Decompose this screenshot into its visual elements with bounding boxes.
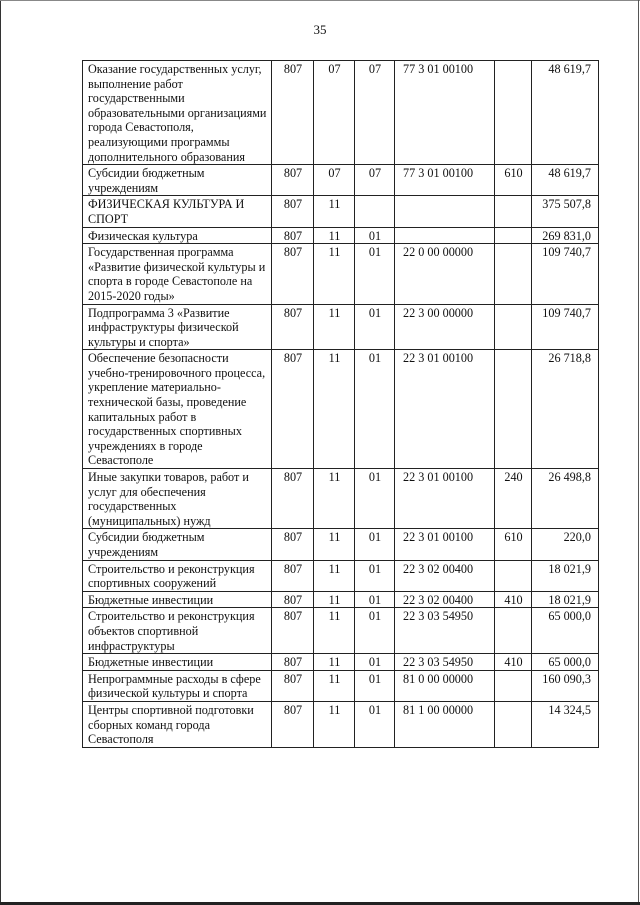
table-row: [83, 654, 599, 671]
target-article-cell: [395, 227, 495, 244]
page-edge-top: [0, 0, 640, 1]
ministry-code-cell: 807: [272, 61, 314, 165]
table-row: [83, 608, 599, 654]
subsection-code-cell: 07: [355, 165, 395, 196]
row-name-cell: Оказание государственных услуг, выполнение работ государственными образовательными организациями города Севастополя, реализующими программы дополнительного образования: [83, 61, 272, 165]
target-article-cell: 22 3 01 00100: [395, 350, 495, 469]
row-name-cell: Бюджетные инвестиции: [83, 591, 272, 608]
ministry-code-cell: 807: [272, 654, 314, 671]
table-row: [83, 591, 599, 608]
row-name-cell: Центры спортивной подготовки сборных команд города Севастополя: [83, 701, 272, 747]
table-row: [83, 350, 599, 469]
target-article-cell: 22 3 02 00400: [395, 591, 495, 608]
section-code-cell: 11: [314, 196, 355, 227]
amount-cell: 65 000,0: [532, 654, 599, 671]
table-row: [83, 244, 599, 304]
expense-type-cell: [495, 61, 532, 165]
ministry-code-cell: 807: [272, 591, 314, 608]
amount-cell: 48 619,7: [532, 165, 599, 196]
section-code-cell: 11: [314, 654, 355, 671]
target-article-cell: 81 1 00 00000: [395, 701, 495, 747]
ministry-code-cell: 807: [272, 227, 314, 244]
amount-cell: 18 021,9: [532, 560, 599, 591]
ministry-code-cell: 807: [272, 196, 314, 227]
page-number: 35: [313, 22, 327, 37]
row-name-cell: Государственная программа «Развитие физической культуры и спорта в городе Севастополе на 2015-2020 годы»: [83, 244, 272, 304]
target-article-cell: 22 0 00 00000: [395, 244, 495, 304]
table-row: [83, 560, 599, 591]
table-row: [83, 670, 599, 701]
table-row: [83, 304, 599, 350]
section-code-cell: 07: [314, 165, 355, 196]
target-article-cell: 81 0 00 00000: [395, 670, 495, 701]
subsection-code-cell: 01: [355, 227, 395, 244]
expense-type-cell: 410: [495, 591, 532, 608]
section-code-cell: 11: [314, 350, 355, 469]
ministry-code-cell: 807: [272, 304, 314, 350]
row-name-cell: Физическая культура: [83, 227, 272, 244]
subsection-code-cell: 01: [355, 529, 395, 560]
ministry-code-cell: 807: [272, 701, 314, 747]
row-name-cell: Субсидии бюджетным учреждениям: [83, 165, 272, 196]
ministry-code-cell: 807: [272, 469, 314, 529]
row-name-cell: Подпрограмма 3 «Развитие инфраструктуры физической культуры и спорта»: [83, 304, 272, 350]
table-row: [83, 529, 599, 560]
subsection-code-cell: 07: [355, 61, 395, 165]
ministry-code-cell: 807: [272, 560, 314, 591]
section-code-cell: 11: [314, 670, 355, 701]
section-code-cell: 11: [314, 608, 355, 654]
ministry-code-cell: 807: [272, 244, 314, 304]
row-name-cell: Бюджетные инвестиции: [83, 654, 272, 671]
amount-cell: 269 831,0: [532, 227, 599, 244]
table-row: [83, 227, 599, 244]
target-article-cell: 22 3 01 00100: [395, 469, 495, 529]
subsection-code-cell: [355, 196, 395, 227]
ministry-code-cell: 807: [272, 350, 314, 469]
row-name-cell: Иные закупки товаров, работ и услуг для обеспечения государственных (муниципальных) нужд: [83, 469, 272, 529]
expense-type-cell: 410: [495, 654, 532, 671]
subsection-code-cell: 01: [355, 701, 395, 747]
amount-cell: 109 740,7: [532, 304, 599, 350]
amount-cell: 65 000,0: [532, 608, 599, 654]
row-name-cell: Субсидии бюджетным учреждениям: [83, 529, 272, 560]
target-article-cell: 22 3 01 00100: [395, 529, 495, 560]
table-row: [83, 165, 599, 196]
ministry-code-cell: 807: [272, 165, 314, 196]
target-article-cell: 22 3 00 00000: [395, 304, 495, 350]
table-row: [83, 701, 599, 747]
expense-type-cell: 610: [495, 165, 532, 196]
amount-cell: 109 740,7: [532, 244, 599, 304]
ministry-code-cell: 807: [272, 670, 314, 701]
target-article-cell: 22 3 03 54950: [395, 654, 495, 671]
expense-type-cell: 240: [495, 469, 532, 529]
amount-cell: 220,0: [532, 529, 599, 560]
target-article-cell: 22 3 02 00400: [395, 560, 495, 591]
row-name-cell: Непрограммные расходы в сфере физической культуры и спорта: [83, 670, 272, 701]
row-name-cell: Обеспечение безопасности учебно-тренировочного процесса, укрепление материально-технической базы, проведение капитальных работ в государственных спортивных учреждениях в городе Севастополе: [83, 350, 272, 469]
amount-cell: 18 021,9: [532, 591, 599, 608]
target-article-cell: 77 3 01 00100: [395, 165, 495, 196]
section-code-cell: 11: [314, 701, 355, 747]
expense-type-cell: [495, 608, 532, 654]
section-code-cell: 11: [314, 560, 355, 591]
table-row: [83, 196, 599, 227]
page-edge-left: [0, 0, 1, 905]
subsection-code-cell: 01: [355, 608, 395, 654]
row-name-cell: Строительство и реконструкция спортивных сооружений: [83, 560, 272, 591]
subsection-code-cell: 01: [355, 304, 395, 350]
subsection-code-cell: 01: [355, 560, 395, 591]
amount-cell: 26 498,8: [532, 469, 599, 529]
subsection-code-cell: 01: [355, 591, 395, 608]
expense-type-cell: [495, 227, 532, 244]
section-code-cell: 11: [314, 469, 355, 529]
section-code-cell: 11: [314, 227, 355, 244]
budget-table: [82, 60, 599, 748]
ministry-code-cell: 807: [272, 529, 314, 560]
expense-type-cell: [495, 701, 532, 747]
row-name-cell: ФИЗИЧЕСКАЯ КУЛЬТУРА И СПОРТ: [83, 196, 272, 227]
subsection-code-cell: 01: [355, 350, 395, 469]
section-code-cell: 11: [314, 304, 355, 350]
amount-cell: 375 507,8: [532, 196, 599, 227]
subsection-code-cell: 01: [355, 244, 395, 304]
subsection-code-cell: 01: [355, 469, 395, 529]
expense-type-cell: 610: [495, 529, 532, 560]
amount-cell: 48 619,7: [532, 61, 599, 165]
page-edge-right: [638, 0, 639, 905]
subsection-code-cell: 01: [355, 654, 395, 671]
target-article-cell: 22 3 03 54950: [395, 608, 495, 654]
row-name-cell: Строительство и реконструкция объектов спортивной инфраструктуры: [83, 608, 272, 654]
target-article-cell: 77 3 01 00100: [395, 61, 495, 165]
target-article-cell: [395, 196, 495, 227]
expense-type-cell: [495, 670, 532, 701]
section-code-cell: 11: [314, 529, 355, 560]
section-code-cell: 07: [314, 61, 355, 165]
expense-type-cell: [495, 560, 532, 591]
ministry-code-cell: 807: [272, 608, 314, 654]
expense-type-cell: [495, 304, 532, 350]
expense-type-cell: [495, 244, 532, 304]
amount-cell: 26 718,8: [532, 350, 599, 469]
amount-cell: 160 090,3: [532, 670, 599, 701]
table-row: [83, 469, 599, 529]
section-code-cell: 11: [314, 244, 355, 304]
expense-type-cell: [495, 350, 532, 469]
table-row: [83, 61, 599, 165]
expense-type-cell: [495, 196, 532, 227]
amount-cell: 14 324,5: [532, 701, 599, 747]
table-body: [83, 61, 599, 748]
section-code-cell: 11: [314, 591, 355, 608]
budget-table-container: [82, 60, 598, 748]
subsection-code-cell: 01: [355, 670, 395, 701]
